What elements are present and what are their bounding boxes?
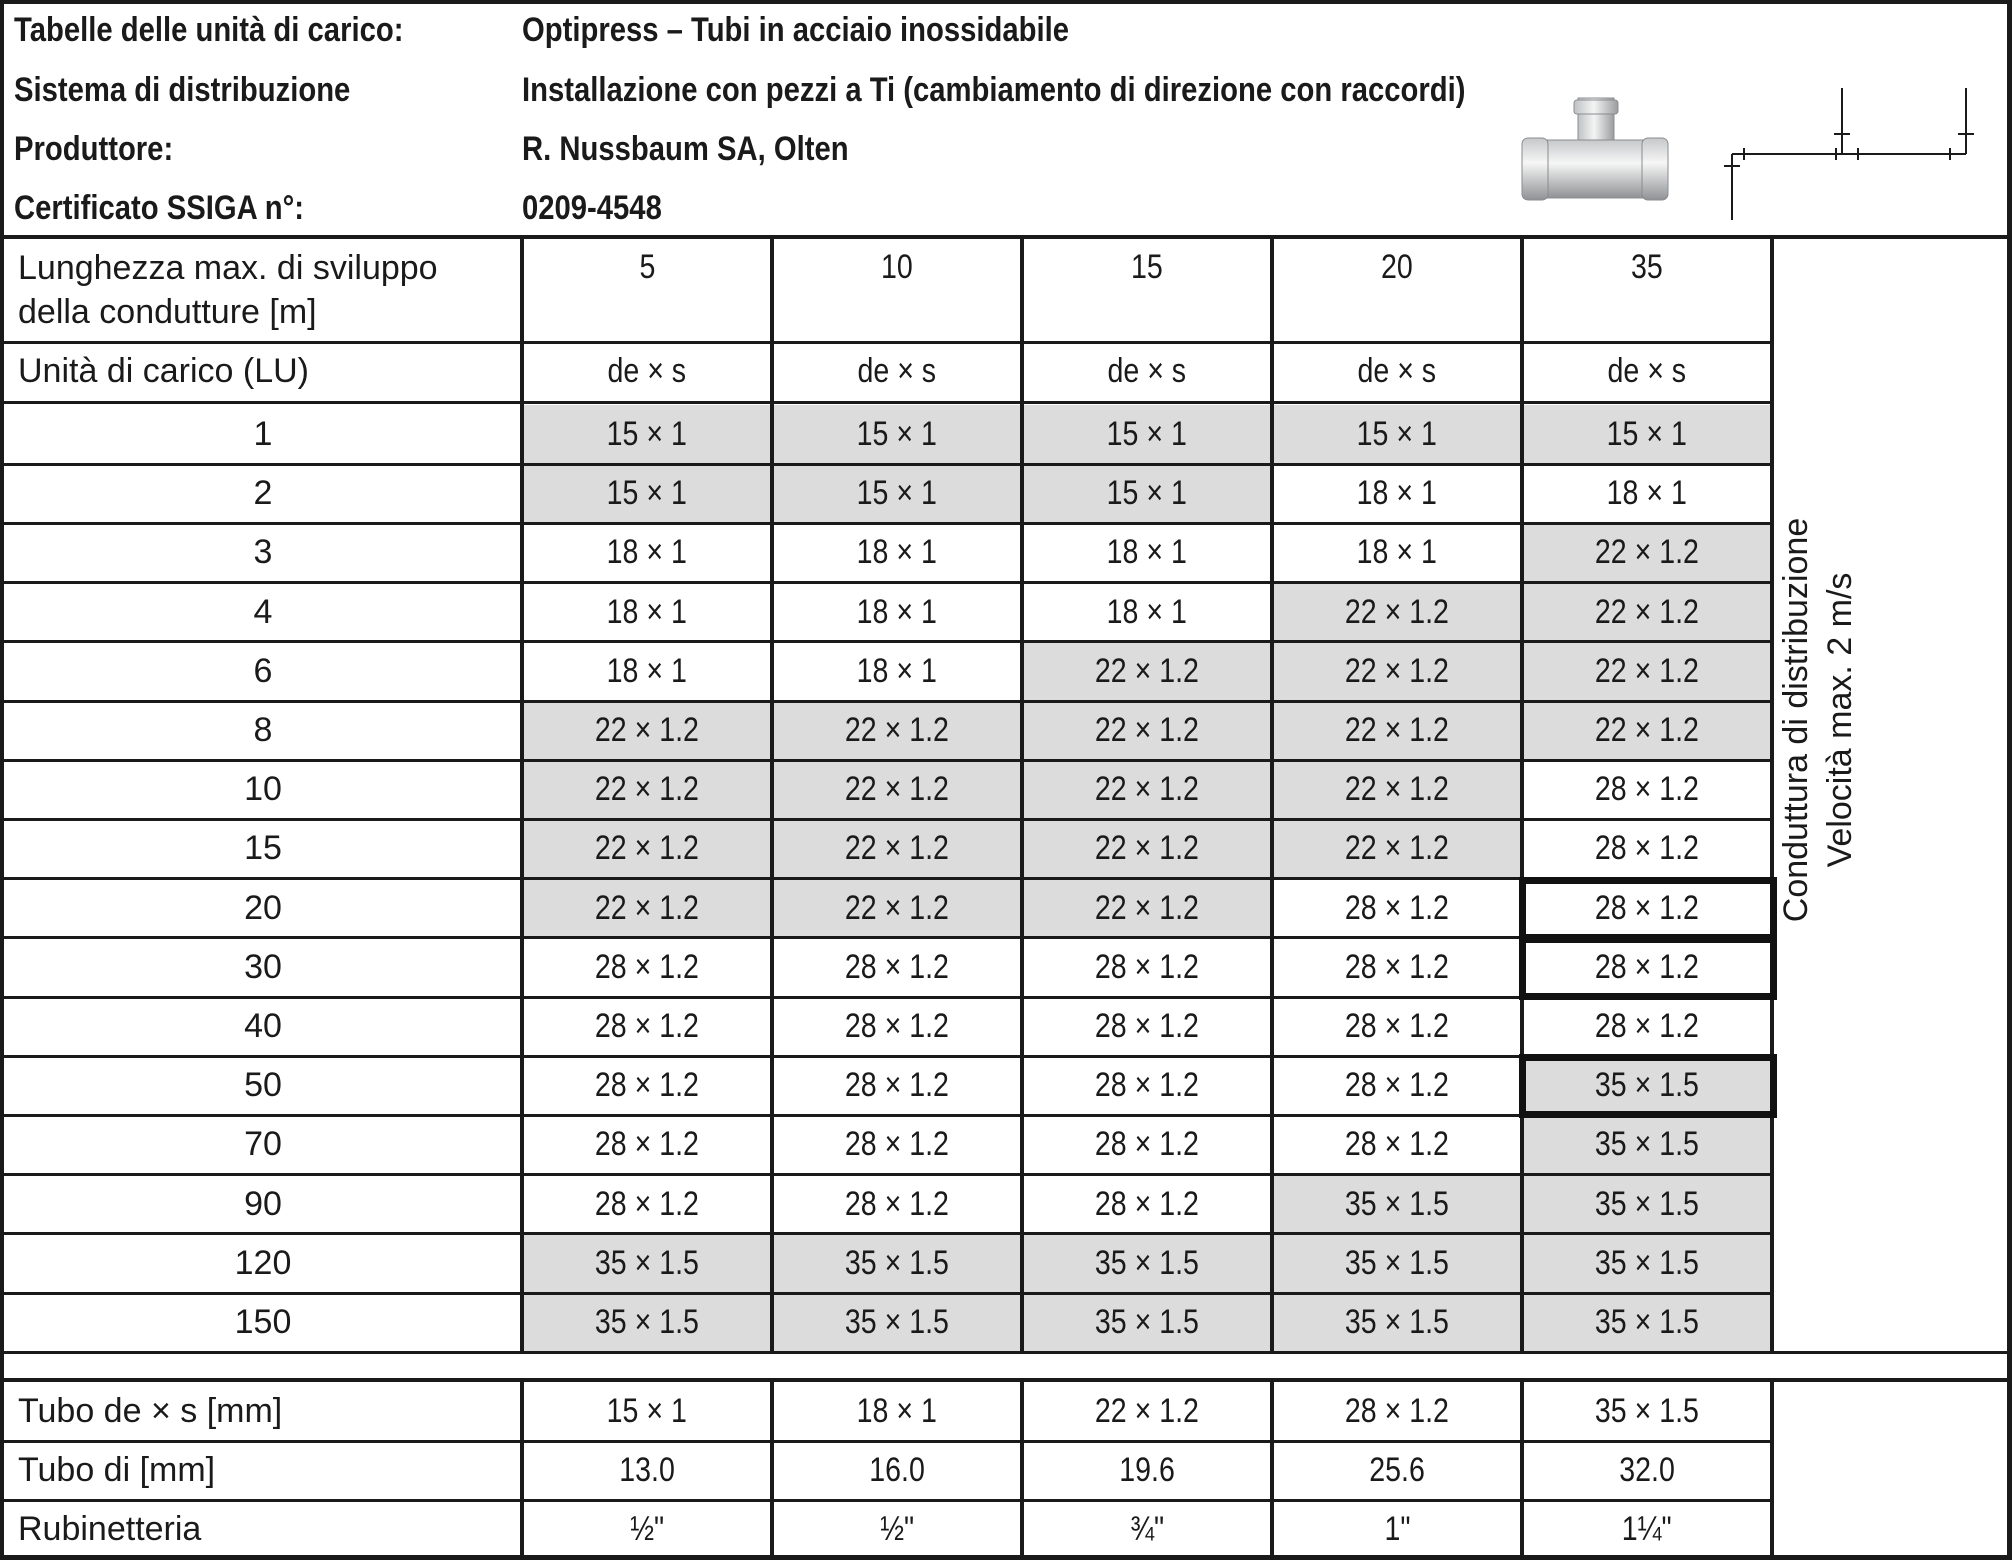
cell-text: 28 × 1.2 xyxy=(594,1007,700,1046)
pipe-size-cell xyxy=(772,938,1022,997)
grid-line xyxy=(0,1173,1772,1176)
pipe-size-cell xyxy=(522,997,772,1056)
cell-text: 35 × 1.5 xyxy=(1094,1243,1200,1282)
cell-text: 28 × 1.2 xyxy=(844,947,950,986)
pipe-size-cell xyxy=(1522,464,1772,523)
cell-text: 22 × 1.2 xyxy=(1094,711,1200,750)
grid-line xyxy=(520,237,524,1352)
cell-text: 22 × 1.2 xyxy=(844,888,950,927)
pipe-size-cell xyxy=(772,405,1022,464)
highlight-box xyxy=(1519,877,1777,941)
length-header-line: Lunghezza max. di sviluppo xyxy=(18,248,438,287)
cell-text: 28 × 1.2 xyxy=(594,1184,700,1223)
cell-text: 28 × 1.2 xyxy=(1594,1007,1700,1046)
cell-text: 15 × 1 xyxy=(856,474,938,513)
cell-text: 18 × 1 xyxy=(856,533,938,572)
cell-text: 15 × 1 xyxy=(1606,415,1688,454)
grid-line xyxy=(0,235,2012,239)
cell-text: 35 × 1.5 xyxy=(1594,1243,1700,1282)
cell-text: 10 xyxy=(881,247,913,286)
pipe-size-cell xyxy=(1522,1293,1772,1352)
length-header-line: della condutture [m] xyxy=(18,292,317,331)
pipe-size-cell xyxy=(1022,405,1272,464)
grid-line xyxy=(0,1351,2012,1354)
cell-text: 35 × 1.5 xyxy=(1594,1066,1700,1105)
footer-cell xyxy=(1272,1441,1522,1500)
cell-text: 20 xyxy=(1381,247,1413,286)
cell-text: 22 × 1.2 xyxy=(1094,1392,1200,1430)
cell-text: 35 × 1.5 xyxy=(1594,1392,1700,1430)
header-value-producer: R. Nussbaum SA, Olten xyxy=(522,130,849,168)
lu-value: 10 xyxy=(244,770,282,809)
grid-line xyxy=(0,1555,2012,1560)
cell-text: 35 × 1.5 xyxy=(1594,1303,1700,1342)
header-label-table: Tabelle delle unità di carico: xyxy=(14,11,404,49)
pipe-size-cell xyxy=(1022,1115,1272,1174)
cell-text: 22 × 1.2 xyxy=(844,829,950,868)
pipe-size-cell xyxy=(1022,1056,1272,1115)
cell-text: 35 × 1.5 xyxy=(1594,1125,1700,1164)
cell-text: 28 × 1.2 xyxy=(1594,829,1700,868)
grid-line xyxy=(0,1440,1772,1443)
cell-text: 28 × 1.2 xyxy=(1344,1007,1450,1046)
grid-line xyxy=(770,1380,774,1560)
grid-line xyxy=(1020,1380,1024,1560)
grid-line xyxy=(0,640,1772,643)
pipe-size-cell xyxy=(1272,1056,1522,1115)
footer-cell xyxy=(1522,1500,1772,1559)
piping-schematic-icon xyxy=(1718,80,1998,220)
header-value-certificate: 0209-4548 xyxy=(522,189,662,227)
pipe-size-cell xyxy=(1272,1115,1522,1174)
cell-text: 15 × 1 xyxy=(1356,415,1438,454)
pipe-size-cell xyxy=(1522,701,1772,760)
cell-text: 18 × 1 xyxy=(1356,474,1438,513)
dim-header xyxy=(1022,342,1272,401)
pipe-size-cell xyxy=(522,760,772,819)
lu-value: 8 xyxy=(253,711,273,750)
lu-value: 120 xyxy=(234,1243,292,1282)
cell-text: 25.6 xyxy=(1369,1451,1425,1489)
cell-text: de × s xyxy=(1357,352,1437,390)
tee-fitting-icon xyxy=(1520,90,1670,215)
grid-line xyxy=(1520,237,1524,1352)
lu-value: 1 xyxy=(253,415,273,454)
cell-text: 22 × 1.2 xyxy=(1094,651,1200,690)
dim-header xyxy=(1522,342,1772,401)
cell-text: 22 × 1.2 xyxy=(1594,711,1700,750)
header-label-producer: Produttore: xyxy=(14,130,174,168)
side-note xyxy=(1774,410,1862,1030)
pipe-size-cell xyxy=(1522,1115,1772,1174)
cell-text: 28 × 1.2 xyxy=(1594,947,1700,986)
pipe-size-cell xyxy=(1272,523,1522,582)
highlight-box xyxy=(1519,936,1777,1000)
cell-text: 16.0 xyxy=(869,1451,925,1489)
dim-header xyxy=(772,342,1022,401)
pipe-size-cell xyxy=(1272,938,1522,997)
footer-cell xyxy=(1522,1382,1772,1441)
footer-cell xyxy=(772,1500,1022,1559)
cell-text: 28 × 1.2 xyxy=(1094,1184,1200,1223)
lu-value: 150 xyxy=(234,1303,292,1342)
cell-text: 13.0 xyxy=(619,1451,675,1489)
pipe-size-cell xyxy=(1272,701,1522,760)
footer-cell xyxy=(1022,1441,1272,1500)
cell-text: 28 × 1.2 xyxy=(1344,1066,1450,1105)
cell-text: 22 × 1.2 xyxy=(844,711,950,750)
length-value xyxy=(1272,245,1522,289)
footer-cell xyxy=(522,1382,772,1441)
cell-text: 35 × 1.5 xyxy=(1344,1243,1450,1282)
cell-text: 35 × 1.5 xyxy=(594,1243,700,1282)
cell-text: 28 × 1.2 xyxy=(844,1125,950,1164)
cell-text: 15 × 1 xyxy=(606,474,688,513)
lu-header-label: Unità di carico (LU) xyxy=(18,352,309,390)
footer-cell xyxy=(522,1441,772,1500)
cell-text: 15 xyxy=(1131,247,1163,286)
footer-label: Tubo de × s [mm] xyxy=(18,1392,283,1430)
pipe-size-cell xyxy=(772,583,1022,642)
pipe-size-cell xyxy=(772,1175,1022,1234)
footer-cell xyxy=(1522,1441,1772,1500)
grid-line xyxy=(0,759,1772,762)
pipe-size-cell xyxy=(522,1056,772,1115)
grid-line xyxy=(0,401,1772,404)
cell-text: de × s xyxy=(857,352,937,390)
pipe-size-cell xyxy=(522,464,772,523)
cell-text: ¾" xyxy=(1130,1510,1164,1548)
cell-text: 1¼" xyxy=(1622,1510,1672,1548)
pipe-size-cell xyxy=(522,819,772,878)
pipe-size-cell xyxy=(1272,1175,1522,1234)
pipe-size-cell xyxy=(1522,819,1772,878)
cell-text: 15 × 1 xyxy=(1106,415,1188,454)
pipe-size-cell xyxy=(1522,523,1772,582)
cell-text: 28 × 1.2 xyxy=(1094,947,1200,986)
cell-text: 1" xyxy=(1383,1510,1411,1548)
lu-value: 40 xyxy=(244,1007,282,1046)
footer-cell xyxy=(772,1441,1022,1500)
grid-line xyxy=(1520,1380,1524,1560)
footer-cell xyxy=(1022,1382,1272,1441)
pipe-size-cell xyxy=(1522,583,1772,642)
side-note-line2: Velocità max. 2 m/s xyxy=(1821,572,1859,868)
cell-text: 28 × 1.2 xyxy=(1094,1066,1200,1105)
cell-text: 15 × 1 xyxy=(606,1392,688,1430)
pipe-size-cell xyxy=(772,701,1022,760)
pipe-size-cell xyxy=(1272,760,1522,819)
pipe-size-cell xyxy=(772,879,1022,938)
cell-text: 28 × 1.2 xyxy=(844,1066,950,1105)
footer-cell xyxy=(772,1382,1022,1441)
cell-text: 22 × 1.2 xyxy=(1344,829,1450,868)
header-label-certificate: Certificato SSIGA n°: xyxy=(14,189,305,227)
cell-text: 22 × 1.2 xyxy=(594,711,700,750)
cell-text: 18 × 1 xyxy=(1606,474,1688,513)
grid-line xyxy=(770,237,774,1352)
pipe-size-cell xyxy=(1272,464,1522,523)
length-value xyxy=(1522,245,1772,289)
cell-text: 22 × 1.2 xyxy=(1594,592,1700,631)
grid-line xyxy=(0,1055,1772,1058)
pipe-size-cell xyxy=(522,879,772,938)
cell-text: 28 × 1.2 xyxy=(1344,947,1450,986)
grid-line xyxy=(520,1380,524,1560)
footer-cell xyxy=(522,1500,772,1559)
cell-text: 28 × 1.2 xyxy=(1094,1125,1200,1164)
highlight-box xyxy=(1519,1054,1777,1118)
pipe-size-cell xyxy=(1272,583,1522,642)
grid-line xyxy=(0,996,1772,999)
cell-text: 28 × 1.2 xyxy=(594,1066,700,1105)
pipe-size-cell xyxy=(772,819,1022,878)
footer-cell xyxy=(1022,1500,1272,1559)
lu-value: 3 xyxy=(253,533,273,572)
pipe-size-cell xyxy=(1022,701,1272,760)
pipe-size-cell xyxy=(1022,642,1272,701)
cell-text: de × s xyxy=(607,352,687,390)
cell-text: 28 × 1.2 xyxy=(844,1007,950,1046)
pipe-size-cell xyxy=(772,1056,1022,1115)
cell-text: 28 × 1.2 xyxy=(1344,1125,1450,1164)
footer-cell xyxy=(1272,1500,1522,1559)
pipe-size-cell xyxy=(1022,760,1272,819)
cell-text: 18 × 1 xyxy=(606,651,688,690)
grid-line xyxy=(0,1114,1772,1117)
cell-text: 5 xyxy=(639,247,655,286)
grid-line xyxy=(1270,237,1274,1352)
grid-line xyxy=(0,877,1772,880)
pipe-size-cell xyxy=(1272,879,1522,938)
cell-text: 28 × 1.2 xyxy=(1344,1392,1450,1430)
pipe-size-cell xyxy=(522,1115,772,1174)
pipe-size-cell xyxy=(1022,1293,1272,1352)
cell-text: 35 × 1.5 xyxy=(1344,1184,1450,1223)
cell-text: 28 × 1.2 xyxy=(1094,1007,1200,1046)
pipe-size-cell xyxy=(522,523,772,582)
cell-text: 35 xyxy=(1631,247,1663,286)
cell-text: 35 × 1.5 xyxy=(1344,1303,1450,1342)
grid-line xyxy=(0,522,1772,525)
pipe-size-cell xyxy=(1272,1234,1522,1293)
cell-text: 35 × 1.5 xyxy=(844,1303,950,1342)
grid-line xyxy=(0,1232,1772,1235)
pipe-size-cell xyxy=(522,1234,772,1293)
pipe-size-cell xyxy=(772,1115,1022,1174)
header-value-table: Optipress – Tubi in acciaio inossidabile xyxy=(522,11,1070,49)
lu-value: 15 xyxy=(244,829,282,868)
grid-line xyxy=(2007,0,2012,1560)
lu-value: 6 xyxy=(253,651,273,690)
lu-value: 70 xyxy=(244,1125,282,1164)
cell-text: 28 × 1.2 xyxy=(594,1125,700,1164)
pipe-size-cell xyxy=(1022,997,1272,1056)
pipe-size-cell xyxy=(1022,938,1272,997)
cell-text: de × s xyxy=(1607,352,1687,390)
cell-text: 22 × 1.2 xyxy=(1344,592,1450,631)
cell-text: 32.0 xyxy=(1619,1451,1675,1489)
pipe-size-cell xyxy=(1022,583,1272,642)
grid-line xyxy=(1770,1380,1774,1560)
pipe-size-cell xyxy=(522,938,772,997)
cell-text: 15 × 1 xyxy=(606,415,688,454)
header-label-system: Sistema di distribuzione xyxy=(14,71,351,109)
pipe-size-cell xyxy=(1522,642,1772,701)
length-value xyxy=(772,245,1022,289)
cell-text: 22 × 1.2 xyxy=(1594,533,1700,572)
pipe-size-cell xyxy=(1272,405,1522,464)
length-value xyxy=(1022,245,1272,289)
lu-value: 30 xyxy=(244,947,282,986)
cell-text: 35 × 1.5 xyxy=(844,1243,950,1282)
length-value xyxy=(522,245,772,289)
pipe-size-cell xyxy=(1272,642,1522,701)
pipe-size-cell xyxy=(522,1293,772,1352)
grid-line xyxy=(1270,1380,1274,1560)
cell-text: 22 × 1.2 xyxy=(1094,829,1200,868)
side-note-line1: Conduttura di distribuzione xyxy=(1777,517,1815,923)
grid-line xyxy=(0,1292,1772,1295)
cell-text: 18 × 1 xyxy=(606,533,688,572)
pipe-size-cell xyxy=(1272,997,1522,1056)
cell-text: 22 × 1.2 xyxy=(594,770,700,809)
pipe-size-cell xyxy=(1522,1175,1772,1234)
pipe-size-cell xyxy=(1022,879,1272,938)
cell-text: 18 × 1 xyxy=(856,651,938,690)
pipe-size-cell xyxy=(522,405,772,464)
cell-text: ½" xyxy=(630,1510,664,1548)
pipe-size-cell xyxy=(1022,523,1272,582)
cell-text: 22 × 1.2 xyxy=(1344,770,1450,809)
cell-text: 22 × 1.2 xyxy=(594,888,700,927)
pipe-size-cell xyxy=(522,642,772,701)
grid-line xyxy=(0,818,1772,821)
cell-text: 22 × 1.2 xyxy=(594,829,700,868)
pipe-size-cell xyxy=(772,760,1022,819)
cell-text: 18 × 1 xyxy=(606,592,688,631)
cell-text: 22 × 1.2 xyxy=(1094,888,1200,927)
pipe-size-cell xyxy=(772,464,1022,523)
footer-label: Rubinetteria xyxy=(18,1510,202,1548)
cell-text: 18 × 1 xyxy=(1356,533,1438,572)
lu-value: 90 xyxy=(244,1184,282,1223)
length-header-label xyxy=(4,237,522,342)
grid-line xyxy=(0,936,1772,939)
grid-line xyxy=(1020,237,1024,1352)
cell-text: 22 × 1.2 xyxy=(1594,651,1700,690)
cell-text: 35 × 1.5 xyxy=(1094,1303,1200,1342)
cell-text: 35 × 1.5 xyxy=(594,1303,700,1342)
cell-text: 19.6 xyxy=(1119,1451,1175,1489)
cell-text: 22 × 1.2 xyxy=(844,770,950,809)
pipe-size-cell xyxy=(772,523,1022,582)
cell-text: ½" xyxy=(880,1510,914,1548)
cell-text: 22 × 1.2 xyxy=(1094,770,1200,809)
pipe-size-cell xyxy=(522,701,772,760)
pipe-size-cell xyxy=(1272,819,1522,878)
cell-text: 18 × 1 xyxy=(856,1392,938,1430)
grid-line xyxy=(0,0,4,1560)
pipe-size-cell xyxy=(522,1175,772,1234)
pipe-size-cell xyxy=(1022,1175,1272,1234)
pipe-size-cell xyxy=(772,1293,1022,1352)
pipe-size-cell xyxy=(1522,997,1772,1056)
cell-text: 18 × 1 xyxy=(1106,592,1188,631)
lu-value: 2 xyxy=(253,474,273,513)
pipe-size-cell xyxy=(1522,1234,1772,1293)
header-value-system: Installazione con pezzi a Ti (cambiamento di direzione con raccordi) xyxy=(522,71,1466,109)
dim-header xyxy=(1272,342,1522,401)
pipe-size-cell xyxy=(1522,760,1772,819)
pipe-size-cell xyxy=(1022,464,1272,523)
grid-line xyxy=(0,463,1772,466)
pipe-size-cell xyxy=(1022,819,1272,878)
cell-text: 15 × 1 xyxy=(856,415,938,454)
grid-line xyxy=(0,1378,2012,1382)
lu-value: 4 xyxy=(253,592,273,631)
cell-text: 18 × 1 xyxy=(856,592,938,631)
cell-text: 28 × 1.2 xyxy=(1594,888,1700,927)
cell-text: 28 × 1.2 xyxy=(1594,770,1700,809)
cell-text: 18 × 1 xyxy=(1106,533,1188,572)
cell-text: 22 × 1.2 xyxy=(1344,711,1450,750)
lu-value: 50 xyxy=(244,1066,282,1105)
lu-value: 20 xyxy=(244,888,282,927)
cell-text: 22 × 1.2 xyxy=(1344,651,1450,690)
cell-text: 35 × 1.5 xyxy=(1594,1184,1700,1223)
pipe-size-cell xyxy=(772,997,1022,1056)
pipe-size-cell xyxy=(1272,1293,1522,1352)
pipe-size-cell xyxy=(772,642,1022,701)
pipe-size-cell xyxy=(522,583,772,642)
pipe-size-cell xyxy=(1522,405,1772,464)
cell-text: 28 × 1.2 xyxy=(844,1184,950,1223)
dim-header xyxy=(522,342,772,401)
grid-line xyxy=(0,0,2012,4)
cell-text: 15 × 1 xyxy=(1106,474,1188,513)
pipe-size-cell xyxy=(1022,1234,1272,1293)
cell-text: 28 × 1.2 xyxy=(1344,888,1450,927)
grid-line xyxy=(0,700,1772,703)
footer-label: Tubo di [mm] xyxy=(18,1451,216,1489)
grid-line xyxy=(0,1499,1772,1502)
footer-cell xyxy=(1272,1382,1522,1441)
grid-line xyxy=(0,581,1772,584)
grid-line xyxy=(0,341,1772,344)
cell-text: de × s xyxy=(1107,352,1187,390)
cell-text: 28 × 1.2 xyxy=(594,947,700,986)
pipe-size-cell xyxy=(772,1234,1022,1293)
